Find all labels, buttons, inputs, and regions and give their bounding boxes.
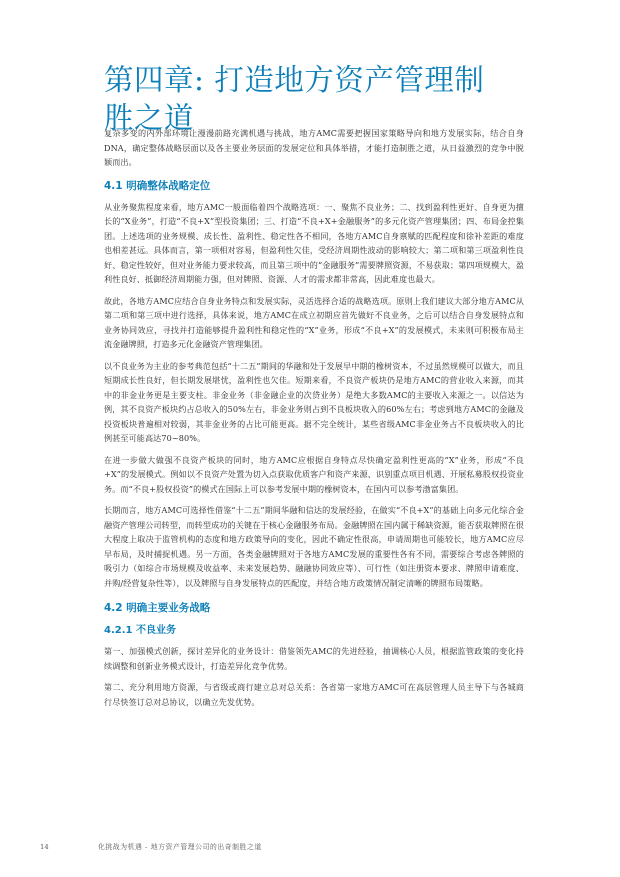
page-number: 14 (40, 843, 49, 851)
section-1-paragraph-3: 以不良业务为主业的参考典范包括“十二五”期间的华融和处于发展早中期的橡树资本，不过虽然规模可以做大，而且短期成长性良好，但长期发展堪忧，盈利性也欠佳。短期来看，不良资产板块仍是地方AMC的营业收入来源，而其中的非金业务更是主要支柱。非金业务（非金融企业的次贷业务）是绝大多数AMC的主要收入来源之一。以信达为例，其不良资产板块约占总收入的50%左右，非金业务则占到不良板块收入的60%左右；考虑到地方AMC的金融及投资板块普遍相对较弱，其非金业务的占比可能更高。据不完全统计，某些省级AMC非金业务占不良板块收入的比例甚至可能高达70~80%。 (104, 360, 524, 443)
section-1-paragraph-5: 长期而言，地方AMC可选择性借鉴“十二五”期间华融和信达的发展经验，在做实“不良+X”的基础上向多元化综合金融资产管理公司转型，而转型成功的关键在于核心金融服务布局。金融牌照在国内属于稀缺资源，能否获取牌照在很大程度上取决于监管机构的态度和地方政策导向的变化，因此不确定性很高，申请周期也可能较长，地方AMC应尽早布局，及时捕捉机遇。另一方面，各类金融牌照对于各地方AMC发展的重要性各有不同，需要综合考虑各牌照的吸引力（如综合市场规模及收益率、未来发展趋势、融融协同效应等）、可行性（如注册资本要求、牌照申请难度、并购/经营复杂性等），以及牌照与自身发展特点的匹配度，并结合地方政策情况制定清晰的牌照布局策略。 (104, 505, 524, 588)
section-2-paragraph-2: 第二、充分利用地方资源，与省级或商行建立总对总关系：各省第一家地方AMC可在高层管理人员主导下与各城商行尽快签订总对总协议，以确立先发优势。 (104, 682, 524, 707)
section-2-paragraph-1: 第一、加强模式创新，探讨差异化的业务设计：借鉴领先AMC的先进经验，抽调核心人员，根据监管政策的变化持续调整和创新业务模式设计，打造差异化竞争优势。 (104, 646, 524, 671)
page-footer (40, 840, 580, 854)
content-body (104, 126, 524, 709)
section-title-4-1: 4.1 明确整体战略定位 (104, 179, 211, 192)
section-title-4-2: 4.2 明确主要业务战略 (104, 602, 211, 614)
section-1-paragraph-2: 故此，各地方AMC应结合自身业务特点和发展实际，灵活选择合适的战略选项。原则上我们建议大部分地方AMC从第二项和第三项中进行选择，具体来说，地方AMC在成立初期应首先做好不良业务，之后可以结合自身发展特点和业务协同效应，寻找并打造能够提升盈利性和稳定性的“X”业务，形成“不良+X”的发展模式，未来则可积极布局主流金融牌照，打造多元化金融资产管理集团。 (104, 295, 524, 349)
section-1-paragraph-1: 从业务聚焦程度来看，地方AMC一般面临着四个战略选项：一、聚焦不良业务；二、找到盈利性更好、自身更为擅长的“X业务”，打造“不良+X”型投资集团；三、打造“不良+X+金融服务”的多元化资产管理集团；四、布局金控集团。上述选项的业务规模、成长性、盈利性、稳定性各不相同，各地方AMC自身禀赋的匹配程度和徐补差距的难度也相差甚远。具体而言，第一项相对容易，但盈利性欠佳，受经济周期性波动的影响较大；第二项和第三项盈利性良好、稳定性较好，但对业务能力要求较高，而且第三项中的“金融服务”需要牌照资源，不易获取；第四项规模大，盈利性良好、抵御经济周期能力强，但对牌照、资源、人才的需求都非常高，因此难度也最大。 (104, 201, 524, 284)
intro-paragraph: 复杂多变的内外部环境让漫漫前路充满机遇与挑战，地方AMC需要把握国家策略导向和地方发展实际，结合自身DNA，确定整体战略层面以及各主要业务层面的发展定位和具体举措，才能打造制胜之道，从日益激烈的竞争中脱颖而出。 (104, 128, 524, 167)
subsection-title-4-2-1: 4.2.1 不良业务 (104, 625, 176, 636)
footer-text: 化挑战为机遇 - 地方资产管理公司的出奇制胜之道 (98, 843, 262, 851)
chapter-title: 第四章: 打造地方资产管理制胜之道 (104, 62, 485, 135)
section-1-paragraph-4: 在进一步做大做强不良资产板块的同时，地方AMC应根据自身特点尽快确定盈利性更高的“X”业务，形成“不良+X”的发展模式。例如以不良资产处置为切入点获取优质客户和资产来源、识别重点项目机遇、开展私募股权投资业务。而“不良+股权投资”的模式在国际上可以参考发展中期的橡树资本，在国内可以参考渤富集团。 (104, 454, 524, 494)
